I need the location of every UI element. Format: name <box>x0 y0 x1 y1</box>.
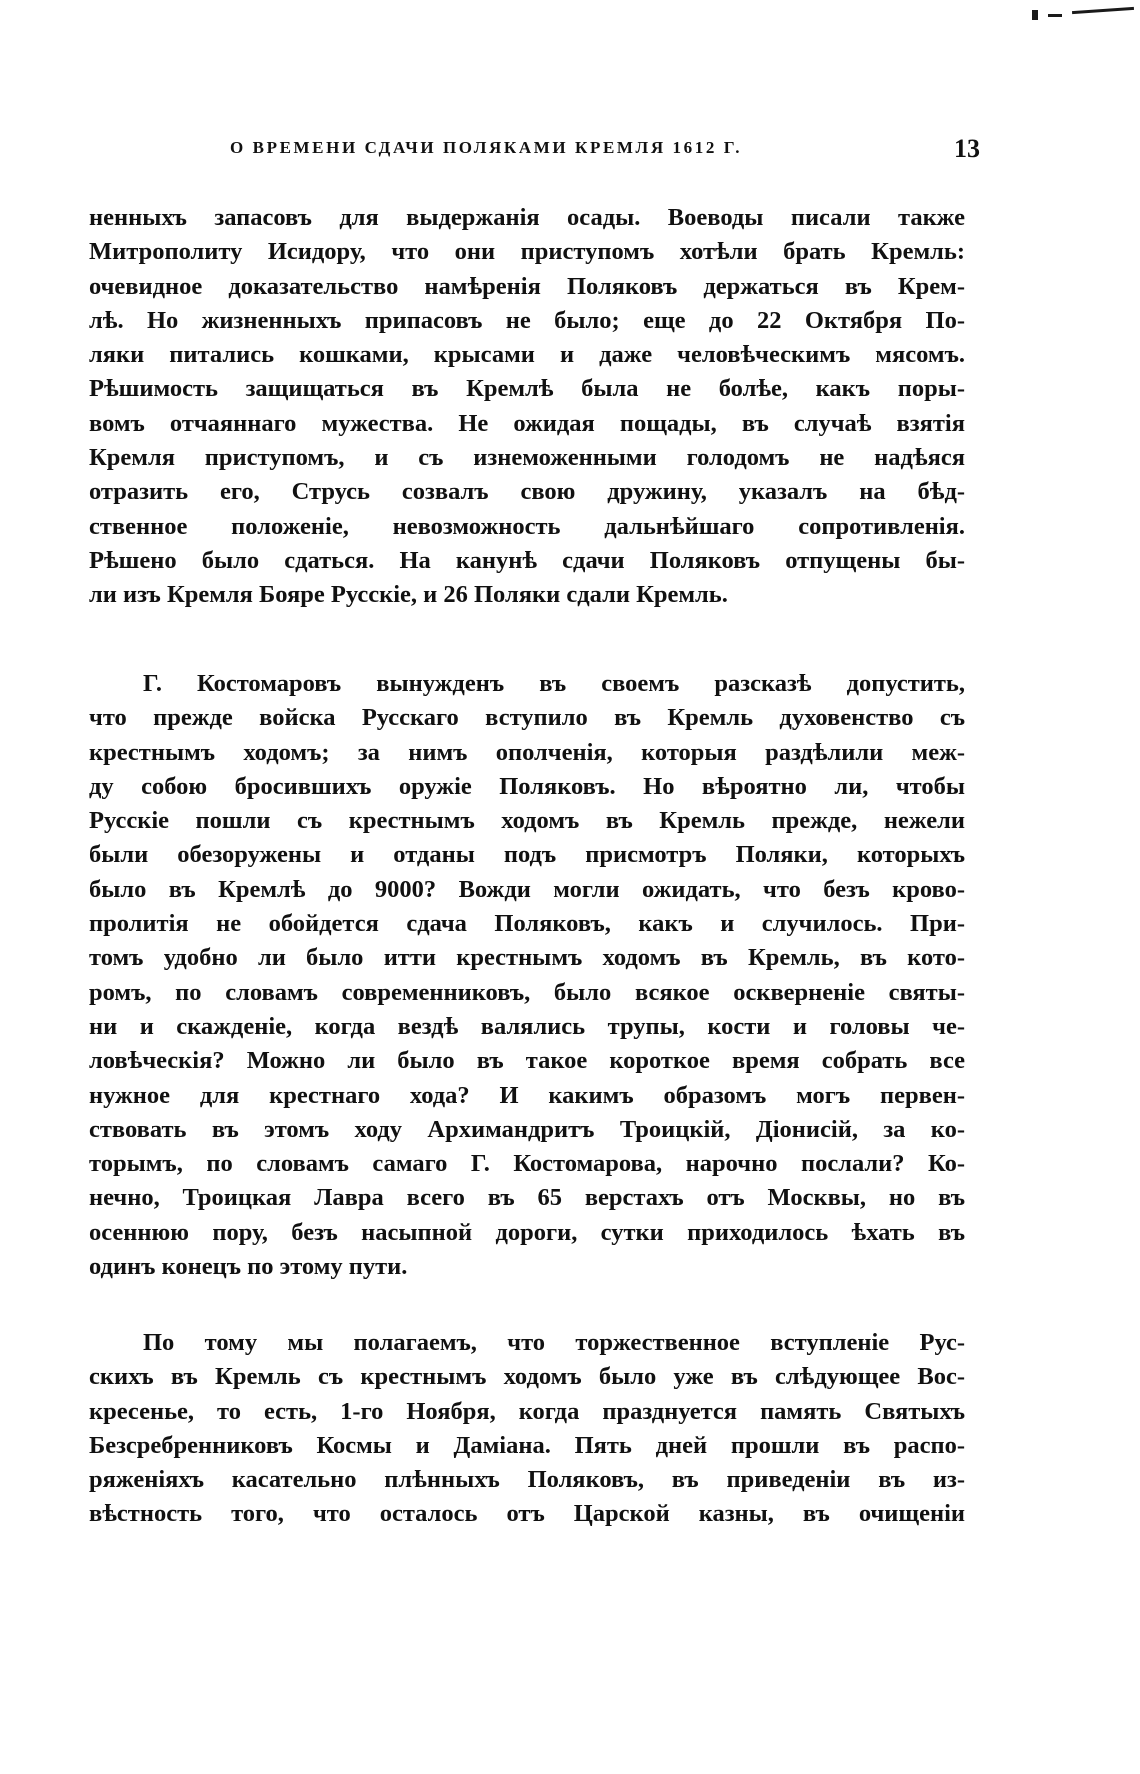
text-line: ряженіяхъ касательно плѣнныхъ Поляковъ, въ приведеніи въ из- <box>89 1466 965 1494</box>
text-line: торымъ, по словамъ самаго Г. Костомарова, нарочно послали? Ко- <box>89 1150 965 1178</box>
text-line: Рѣшимость защищаться въ Кремлѣ была не болѣе, какъ поры- <box>89 375 965 403</box>
text-line: Безсребренниковъ Космы и Даміана. Пять дней прошли въ распо- <box>89 1431 965 1459</box>
running-header <box>230 134 980 168</box>
text-line: томъ удобно ли было итти крестнымъ ходомъ въ Кремль, въ кото- <box>89 944 965 972</box>
text-line: ду собою бросившихъ оружіе Поляковъ. Но вѣроятно ли, чтобы <box>89 772 965 800</box>
paragraph <box>89 667 965 1284</box>
text-line: очевидное доказательство намѣренія Поляковъ держаться въ Крем- <box>89 272 965 300</box>
text-line: пролитія не обойдется сдача Поляковъ, какъ и случилось. При- <box>89 910 965 938</box>
scan-mark <box>1032 10 1038 20</box>
text-line: нечно, Троицкая Лавра всего въ 65 верстахъ отъ Москвы, но въ <box>89 1184 965 1212</box>
text-line: скихъ въ Кремль съ крестнымъ ходомъ было уже въ слѣдующее Вос- <box>89 1363 965 1391</box>
text-line: ствовать въ этомъ ходу Архимандритъ Троицкій, Діонисій, за ко- <box>89 1115 965 1143</box>
page-number: 13 <box>954 134 980 163</box>
text-line: Рѣшено было сдаться. На канунѣ сдачи Поляковъ отпущены бы- <box>89 546 965 574</box>
text-line: отразить его, Струсь созвалъ свою дружину, указалъ на бѣд- <box>89 478 965 506</box>
text-line: вѣстность того, что осталось отъ Царской казны, въ очищеніи <box>89 1500 965 1528</box>
text-line: ли изъ Кремля Бояре Русскіе, и 26 Поляки сдали Кремль. <box>89 581 728 609</box>
text-line: ненныхъ запасовъ для выдержанія осады. Воеводы писали также <box>89 204 965 231</box>
text-line: Русскіе пошли съ крестнымъ ходомъ въ Кремль прежде, нежели <box>89 807 965 835</box>
paragraph <box>89 1326 965 1532</box>
text-line: ромъ, по словамъ современниковъ, было всякое оскверненіе святы- <box>89 978 965 1006</box>
text-line: Кремля приступомъ, и съ изнеможенными голодомъ не надѣяся <box>89 444 965 472</box>
text-line: вомъ отчаяннаго мужества. Не ожидая пощады, въ случаѣ взятія <box>89 409 965 437</box>
text-line: было въ Кремлѣ до 9000? Вожди могли ожидать, что безъ крово- <box>89 875 965 903</box>
text-line: ни и скажденіе, когда вездѣ валялись трупы, кости и головы че- <box>89 1012 965 1040</box>
text-line: лѣ. Но жизненныхъ припасовъ не было; еще до 22 Октября По- <box>89 306 965 334</box>
text-line: По тому мы полагаемъ, что торжественное вступленіе Рус- <box>143 1329 965 1356</box>
running-title: О ВРЕМЕНИ СДАЧИ ПОЛЯКАМИ КРЕМЛЯ 1612 Г. <box>230 138 743 157</box>
scan-mark <box>1048 14 1062 17</box>
text-line: ляки питались кошками, крысами и даже человѣческимъ мясомъ. <box>89 341 965 369</box>
text-line: осеннюю пору, безъ насыпной дороги, сутки приходилось ѣхать въ <box>89 1218 965 1246</box>
paragraph <box>89 201 965 613</box>
scan-mark <box>1072 7 1134 14</box>
text-line: одинъ конецъ по этому пути. <box>89 1253 408 1281</box>
text-line: ственное положеніе, невозможность дальнѣйшаго сопротивленія. <box>89 512 965 540</box>
text-line: кресенье, то есть, 1-го Ноября, когда празднуется память Святыхъ <box>89 1397 965 1425</box>
text-line: нужное для крестнаго хода? И какимъ образомъ могъ первен- <box>89 1081 965 1109</box>
text-line: ловѣческія? Можно ли было въ такое короткое время собрать все <box>89 1047 965 1075</box>
text-line: Митрополиту Исидору, что они приступомъ хотѣли брать Кремль: <box>89 238 965 266</box>
text-line: что прежде войска Русскаго вступило въ Кремль духовенство съ <box>89 704 965 732</box>
text-line: были обезоружены и отданы подъ присмотръ Поляки, которыхъ <box>89 841 965 869</box>
text-line: крестнымъ ходомъ; за нимъ ополченія, которыя раздѣлили меж- <box>89 738 965 766</box>
text-line: Г. Костомаровъ вынужденъ въ своемъ разсказѣ допустить, <box>143 670 965 697</box>
